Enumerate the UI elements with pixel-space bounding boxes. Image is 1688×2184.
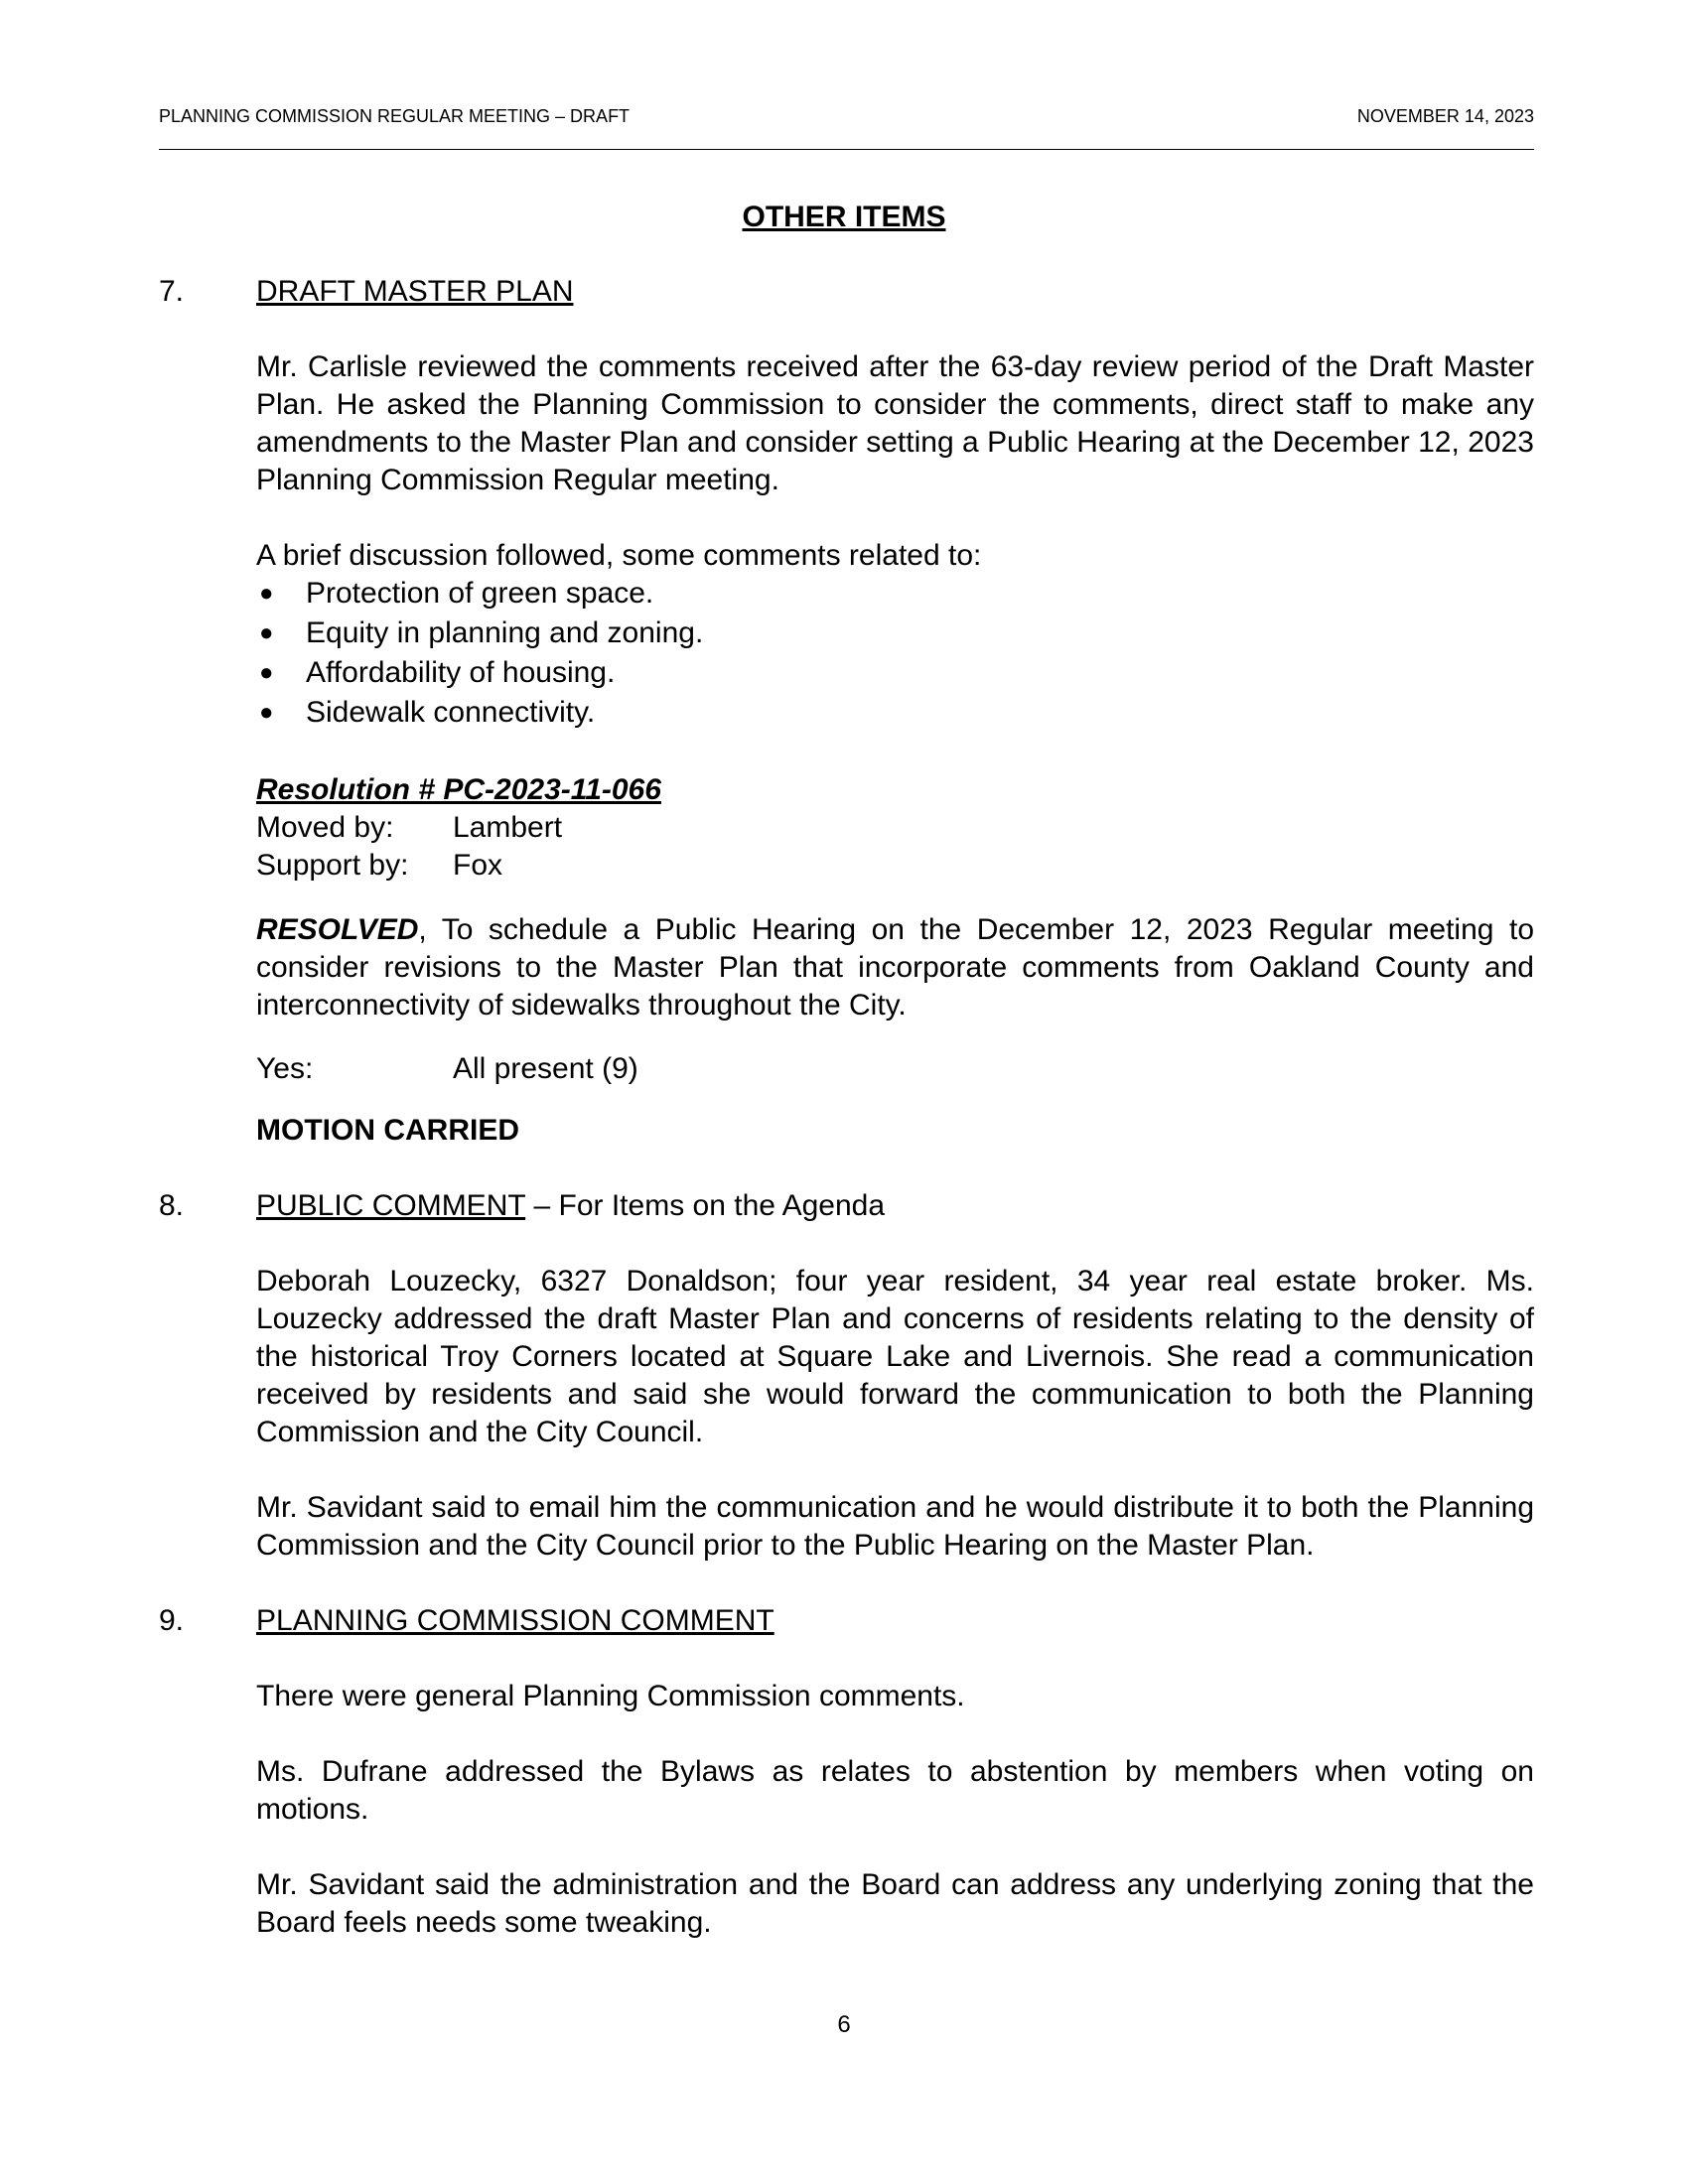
bullet-text: Equity in planning and zoning. bbox=[306, 616, 704, 649]
resolved-text: , To schedule a Public Hearing on the December 12, 2023 Regular meeting to consider revisions to the Master Plan that incorporate comments from Oakland County and interconnectivity of sidewalks throughout the City. bbox=[256, 913, 1534, 1022]
bullet-icon: ● bbox=[259, 659, 274, 686]
item-8-title-text: PUBLIC COMMENT bbox=[256, 1189, 526, 1222]
list-item bbox=[256, 574, 1534, 614]
bullet-icon: ● bbox=[259, 619, 274, 646]
list-item bbox=[256, 653, 1534, 693]
list-item bbox=[256, 693, 1534, 733]
discussion-intro: A brief discussion followed, some comments related to: bbox=[256, 539, 982, 572]
item-7-title bbox=[256, 273, 574, 311]
vote-value: All present (9) bbox=[453, 1052, 638, 1085]
item-9-number: 9. bbox=[159, 1604, 185, 1637]
page-header bbox=[159, 104, 1534, 128]
bullet-text: Affordability of housing. bbox=[306, 656, 616, 689]
header-meeting-title: PLANNING COMMISSION REGULAR MEETING – DRAFT bbox=[159, 106, 631, 126]
bullet-text: Protection of green space. bbox=[306, 577, 654, 610]
bullet-icon: ● bbox=[259, 580, 274, 607]
item-8-paragraph-1: Deborah Louzecky, 6327 Donaldson; four year resident, 34 year real estate broker. Ms. Louzecky addressed the draft Master Plan and concerns of residents relating to the density of the historical Troy Corners located at Square Lake and Livernois. She read a communication received by residents and said she would forward the communication to both the Planning Commission and the City Council. bbox=[256, 1265, 1534, 1448]
page-number: 6 bbox=[837, 2011, 851, 2038]
bullet-icon: ● bbox=[259, 699, 274, 726]
support-by-row bbox=[256, 847, 502, 885]
vote-row bbox=[256, 1050, 638, 1088]
moved-by-row bbox=[256, 809, 562, 847]
item-8-paragraph-2: Mr. Savidant said to email him the communication and he would distribute it to both the Planning Commission and the City Council prior to the Public Hearing on the Master Plan. bbox=[256, 1491, 1534, 1562]
list-item bbox=[256, 614, 1534, 653]
moved-by-label: Moved by: bbox=[256, 811, 394, 844]
motion-carried: MOTION CARRIED bbox=[256, 1114, 519, 1147]
discussion-bullet-list bbox=[256, 574, 1534, 733]
header-date: NOVEMBER 14, 2023 bbox=[1356, 106, 1534, 126]
vote-label: Yes: bbox=[256, 1052, 314, 1085]
item-8-title-suffix: – For Items on the Agenda bbox=[525, 1189, 886, 1222]
header-divider bbox=[159, 149, 1534, 150]
item-8-title bbox=[256, 1187, 885, 1225]
support-by-label: Support by: bbox=[256, 849, 409, 882]
item-7-paragraph: Mr. Carlisle reviewed the comments received after the 63-day review period of the Draft Master Plan. He asked the Planning Commission to consider the comments, direct staff to make any amendments to the Master Plan and consider setting a Public Hearing at the December 12, 2023 Planning Commission Regular meeting. bbox=[256, 350, 1534, 496]
item-7-number: 7. bbox=[159, 275, 185, 308]
moved-by-value: Lambert bbox=[453, 811, 563, 844]
item-9-paragraph-2: Ms. Dufrane addressed the Bylaws as relates to abstention by members when voting on motions. bbox=[256, 1755, 1534, 1826]
section-heading: OTHER ITEMS bbox=[742, 201, 946, 233]
item-8-number: 8. bbox=[159, 1189, 185, 1222]
item-7-title-text: DRAFT MASTER PLAN bbox=[256, 275, 574, 308]
bullet-text: Sidewalk connectivity. bbox=[306, 696, 596, 729]
item-9-title-text: PLANNING COMMISSION COMMENT bbox=[256, 1604, 774, 1637]
item-9-paragraph-3: Mr. Savidant said the administration and the Board can address any underlying zoning that the Board feels needs some tweaking. bbox=[256, 1868, 1534, 1939]
resolved-word: RESOLVED bbox=[256, 913, 419, 946]
item-9-paragraph-1: There were general Planning Commission comments. bbox=[256, 1680, 965, 1712]
resolved-paragraph bbox=[256, 911, 1534, 1024]
support-by-value: Fox bbox=[453, 849, 503, 882]
resolution-title: Resolution # PC-2023-11-066 bbox=[256, 773, 661, 806]
item-9-title bbox=[256, 1602, 774, 1640]
